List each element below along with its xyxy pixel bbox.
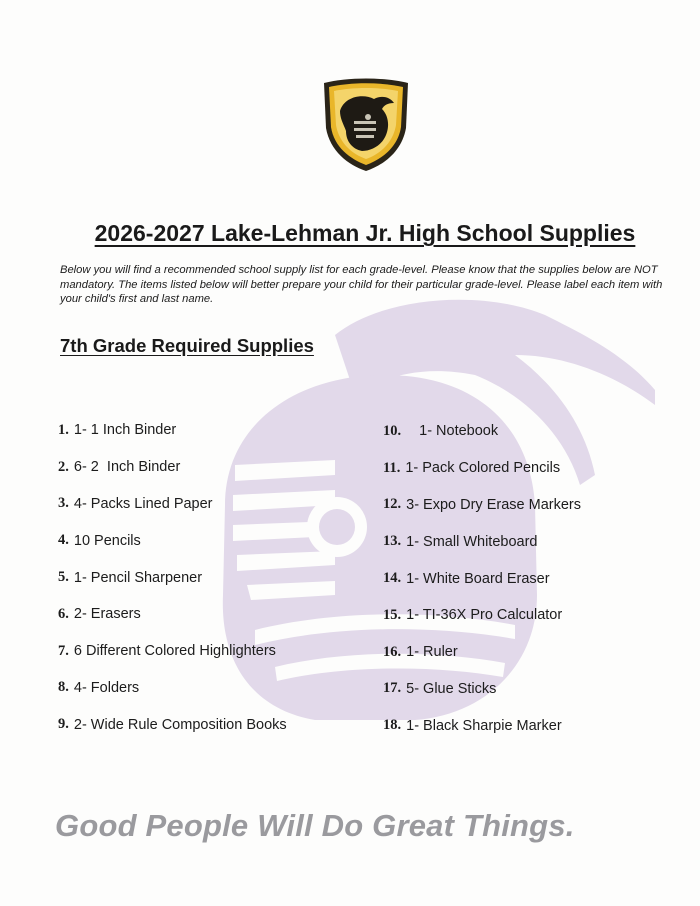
list-item <box>383 707 581 744</box>
section-title: 7th Grade Required Supplies <box>60 335 314 356</box>
list-item <box>383 487 581 524</box>
item-number: 17. <box>383 680 402 697</box>
list-item <box>58 412 287 449</box>
item-text: 5- Glue Sticks <box>406 680 497 697</box>
item-number: 1. <box>58 421 69 438</box>
list-item <box>58 559 287 596</box>
item-number: 8. <box>58 679 69 696</box>
item-text: 1- Pencil Sharpener <box>73 569 203 586</box>
item-text: 1- Black Sharpie Marker <box>406 717 562 734</box>
school-motto: Good People Will Do Great Things. <box>55 808 575 843</box>
supply-list-right <box>383 413 581 744</box>
item-text: 2- Erasers <box>73 606 141 623</box>
item-text: 4- Packs Lined Paper <box>73 495 213 512</box>
page-title: 2026-2027 Lake-Lehman Jr. High School Supplies <box>94 220 636 246</box>
item-number: 16. <box>383 643 402 660</box>
item-text: 4- Folders <box>73 679 140 696</box>
item-text: 1- TI-36X Pro Calculator <box>406 607 563 624</box>
list-item <box>383 413 581 450</box>
item-number: 3. <box>58 495 69 512</box>
item-number: 14. <box>383 570 402 587</box>
list-item <box>58 486 287 523</box>
item-number: 2. <box>58 458 69 475</box>
item-number: 12. <box>383 496 402 513</box>
item-text: 2- Wide Rule Composition Books <box>73 716 287 733</box>
list-item <box>383 597 581 634</box>
list-item <box>58 706 287 743</box>
item-number: 4. <box>58 532 69 549</box>
item-number: 15. <box>383 606 402 623</box>
item-number: 7. <box>58 642 69 659</box>
item-text: 6 Different Colored Highlighters <box>73 643 276 660</box>
list-item <box>58 633 287 670</box>
intro-paragraph: Below you will find a recommended school supply list for each grade-level. Please know that the supplies below are NOT mandatory. The items listed below will better prepare your child for their particular grade-level. Please label each item with your child's first and last name. <box>60 264 663 305</box>
list-item <box>58 670 287 707</box>
item-text: 1- 1 Inch Binder <box>73 422 177 439</box>
list-item <box>58 596 287 633</box>
item-text: 1- Pack Colored Pencils <box>405 460 561 477</box>
list-item <box>383 450 581 487</box>
item-number: 11. <box>383 459 401 476</box>
list-item <box>58 449 287 486</box>
item-text: 1- White Board Eraser <box>406 570 550 587</box>
item-number: 13. <box>383 533 402 550</box>
item-number: 18. <box>383 717 402 734</box>
item-number: 9. <box>58 716 69 733</box>
list-item <box>383 560 581 597</box>
item-text: 3- Expo Dry Erase Markers <box>406 496 581 513</box>
item-number: 10. <box>383 422 402 439</box>
item-text: 1- Small Whiteboard <box>406 533 538 550</box>
item-text: 1- Ruler <box>406 644 458 661</box>
item-text: 10 Pencils <box>73 532 141 549</box>
list-item <box>383 523 581 560</box>
list-item <box>58 522 287 559</box>
item-number: 6. <box>58 605 69 622</box>
item-text: 1- Notebook <box>419 423 499 440</box>
list-item <box>383 671 581 708</box>
item-text: 6- 2 Inch Binder <box>73 459 181 476</box>
list-item <box>383 634 581 671</box>
knight-shield-icon <box>318 73 414 173</box>
item-number: 5. <box>58 569 69 586</box>
supply-list-left <box>58 412 287 743</box>
